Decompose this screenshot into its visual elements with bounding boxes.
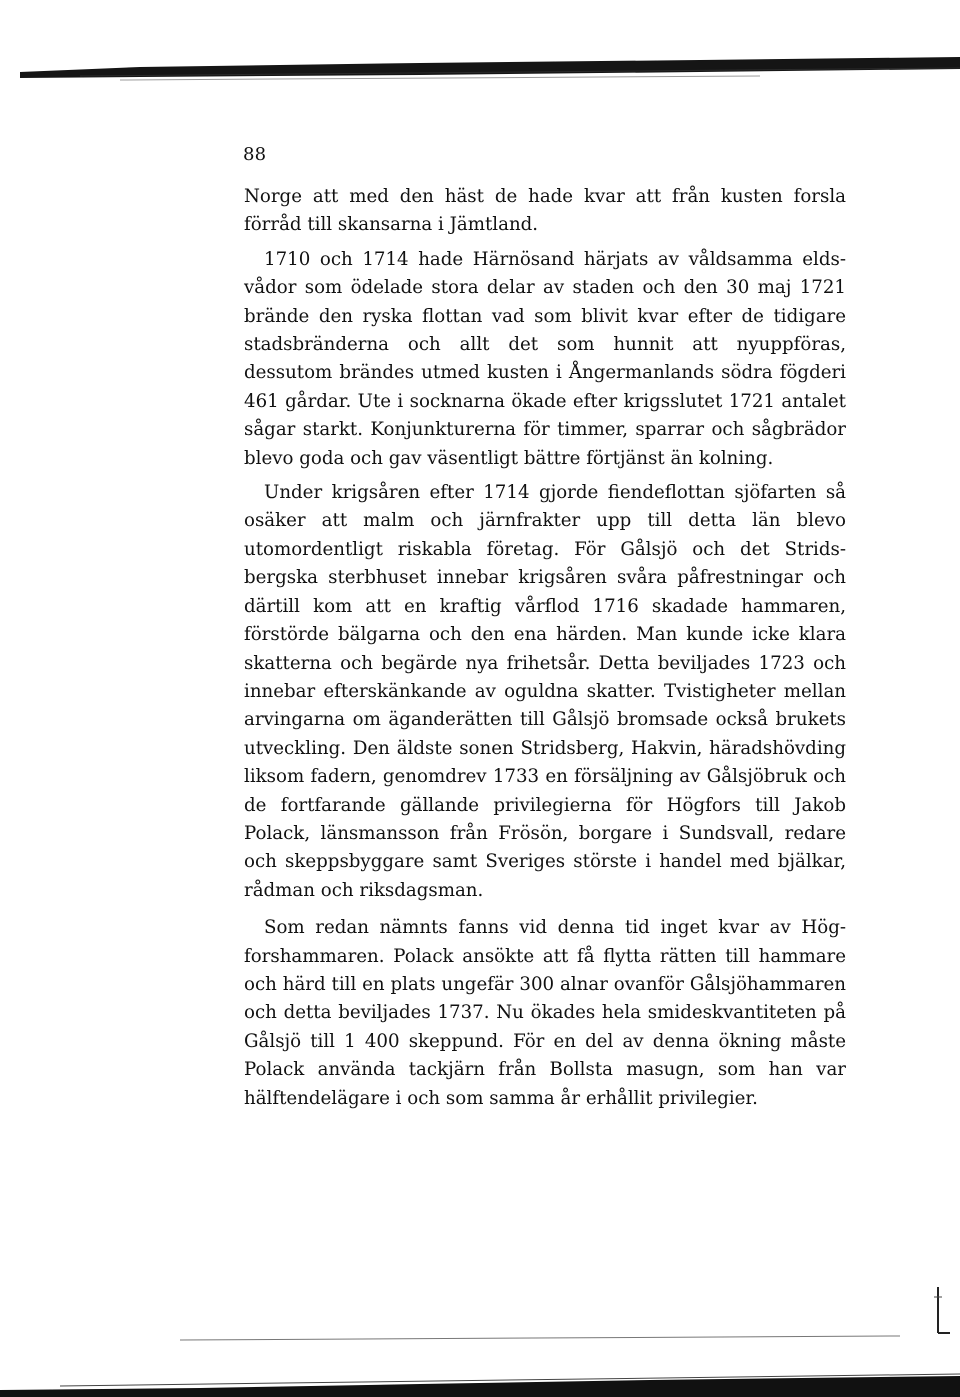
paragraph-4: Som redan nämnts fanns vid denna tid inget kvar av Högforshammaren. Polack ansökte att få flytta rätten till hammare och härd till en plats ungefär 300 alnar ovanför Gålsjöhammaren och detta beviljades 1737. Nu ökades hela smideskvantiteten på Gålsjö till 1 400 skeppund. För en del av denna ökning måste Polack använda tackjärn från Bollsta masugn, som han var hälftendelägare i och som samma år erhållit privilegier. <box>244 917 846 1109</box>
body-text <box>244 183 846 1113</box>
paragraph-1: Norge att med den häst de hade kvar att från kusten forsla förråd till skansarna i Jämtland. <box>244 186 846 236</box>
paragraph-3: Under krigsåren efter 1714 gjorde fiendeflottan sjöfarten så osäker att malm och järnfrakter upp till detta län blevo utomordentligt riskabla företag. För Gålsjö och det Stridsbergska sterbhuset innebar krigsåren svåra påfrestningar och därtill kom att en kraftig vårflod 1716 skadade hammaren, förstörde bälgarna och den ena härden. Man kunde icke klara skatterna och begärde nya frihetsår. Detta beviljades 1723 och innebar efterskänkande av oguldna skatter. Tvistigheter mellan arvingarna om äganderätten till Gålsjö bromsade också brukets utveckling. Den äldste sonen Stridsberg, Hakvin, häradshövding liksom fadern, genomdrev 1733 en försäljning av Gålsjöbruk och de fortfarande gällande privilegierna för Högfors till Jakob Polack, länsmansson från Frösön, borgare i Sundsvall, redare och skeppsbyggare samt Sveriges störste i handel med bjälkar, rådman och riksdagsman. <box>244 482 846 901</box>
page-number: 88 <box>243 144 267 165</box>
paragraph-2: 1710 och 1714 hade Härnösand härjats av våldsamma eldsvådor som ödelade stora delar av staden och den 30 maj 1721 brände den ryska flottan vad som blivit kvar efter de tidigare stadsbränderna och allt det som hunnit att nyuppföras, dessutom brändes utmed kusten i Ångermanlands södra fögderi 461 gårdar. Ute i socknarna ökade efter krigsslutet 1721 antalet sågar starkt. Konjunkturerna för timmer, sparrar och sågbrädor blevo goda och gav väsentligt bättre förtjänst än kolning. <box>244 248 846 469</box>
scan-edge-bottom <box>0 1300 960 1397</box>
scan-edge-top <box>0 0 960 90</box>
